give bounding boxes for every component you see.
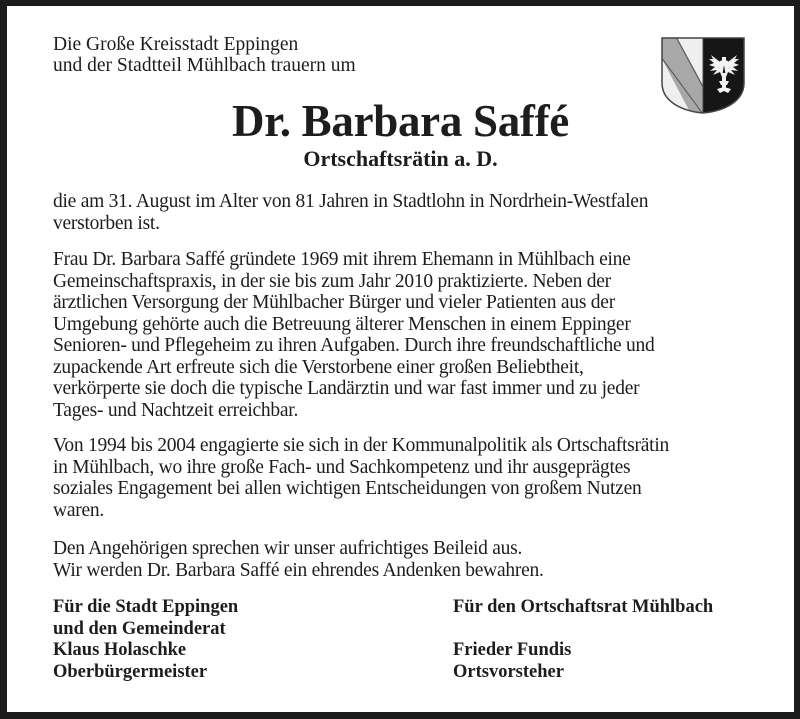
obituary-notice xyxy=(7,6,794,712)
signature-line: und den Gemeinderat xyxy=(53,618,226,639)
paragraph-line: die am 31. August im Alter von 81 Jahren in Stadtlohn in Nordrhein-Westfalen xyxy=(53,191,649,212)
signature-district-council xyxy=(453,597,713,683)
paragraph-line: verkörperte sie doch die typische Landärztin und war fast immer und zu jeder xyxy=(53,378,640,399)
paragraph-line: zupackende Art erfreute sich die Verstorbene einer großen Beliebtheit, xyxy=(53,356,584,378)
paragraph-politics xyxy=(53,435,669,521)
signature-line: Ortsvorsteher xyxy=(453,661,564,682)
paragraph-line: Von 1994 bis 2004 engagierte sie sich in der Kommunalpolitik als Ortschaftsrätin xyxy=(53,435,669,456)
paragraph-line: Senioren- und Pflegeheim zu ihren Aufgaben. Durch ihre freundschaftliche und xyxy=(53,335,655,356)
paragraph-line: Frau Dr. Barbara Saffé gründete 1969 mit ihrem Ehemann in Mühlbach eine xyxy=(53,249,631,270)
intro-line: und der Stadtteil Mühlbach trauern um xyxy=(53,55,356,76)
intro-line: Die Große Kreisstadt Eppingen xyxy=(53,34,299,55)
paragraph-line: in Mühlbach, wo ihre große Fach- und Sachkompetenz und ihr ausgeprägtes xyxy=(53,456,631,478)
paragraph-line: Gemeinschaftspraxis, in der sie bis zum Jahr 2010 praktizierte. Neben der xyxy=(53,270,611,292)
signature-line: Für den Ortschaftsrat Mühlbach xyxy=(453,597,714,617)
signature-line xyxy=(453,619,713,641)
paragraph-condolences xyxy=(53,538,544,581)
signature-line: Klaus Holaschke xyxy=(53,640,187,660)
intro-text xyxy=(53,34,356,76)
paragraph-line: Wir werden Dr. Barbara Saffé ein ehrendes Andenken bewahren. xyxy=(53,559,544,581)
deceased-title: Ortschaftsrätin a. D. xyxy=(303,146,498,171)
paragraph-line: soziales Engagement bei allen wichtigen Entscheidungen von großem Nutzen xyxy=(53,478,642,499)
signature-line: Frieder Fundis xyxy=(453,640,572,660)
paragraph-line: Umgebung gehörte auch die Betreuung älterer Menschen in einem Eppinger xyxy=(53,313,631,335)
deceased-name: Dr. Barbara Saffé xyxy=(232,96,569,146)
paragraph-line: waren. xyxy=(53,499,105,521)
signature-line: Oberbürgermeister xyxy=(53,661,208,682)
signature-city xyxy=(53,597,238,683)
paragraph-line: Den Angehörigen sprechen wir unser aufrichtiges Beileid aus. xyxy=(53,538,523,559)
paragraph-line: Tages- und Nachtzeit erreichbar. xyxy=(53,399,299,421)
paragraph-line: verstorben ist. xyxy=(53,212,160,234)
paragraph-death-notice xyxy=(53,191,648,234)
paragraph-career xyxy=(53,249,655,421)
paragraph-line: ärztlichen Versorgung der Mühlbacher Bürger und vieler Patienten aus der xyxy=(53,292,615,313)
signature-line: Für die Stadt Eppingen xyxy=(53,597,239,617)
